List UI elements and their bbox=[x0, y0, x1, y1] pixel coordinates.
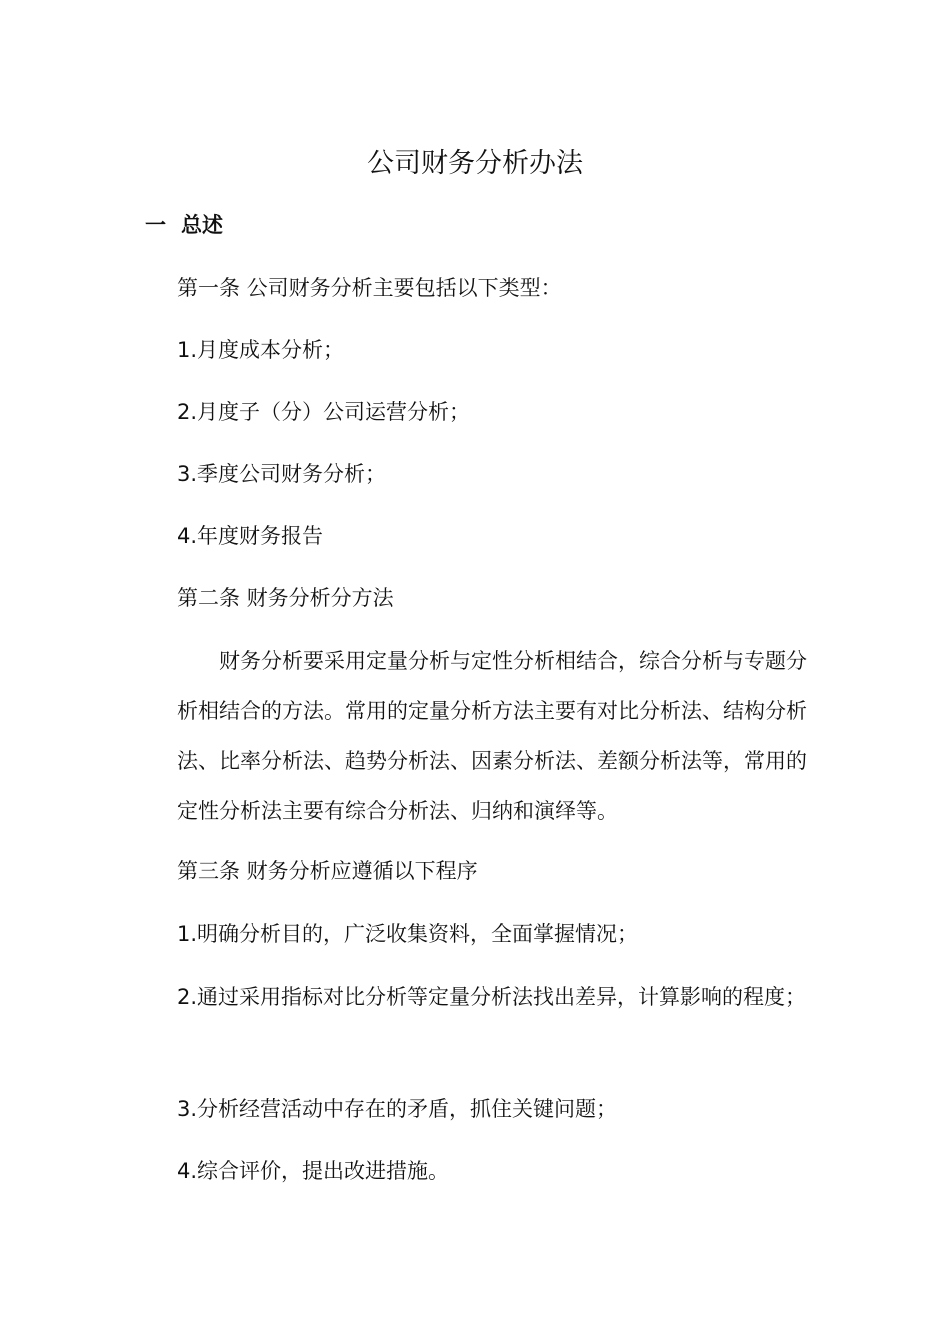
article-3-item-1: 1.明确分析目的，广泛收集资料，全面掌握情况； bbox=[177, 922, 639, 946]
article-3-item-2: 2.通过采用指标对比分析等定量分析法找出差异，计算影响的程度； bbox=[177, 985, 807, 1009]
document-title: 公司财务分析办法 bbox=[367, 148, 583, 179]
article-1-item-1: 1.月度成本分析； bbox=[177, 338, 345, 362]
article-3-heading: 第三条 财务分析应遵循以下程序 bbox=[177, 859, 478, 883]
section-title: 总述 bbox=[181, 213, 223, 237]
article-3-item-4: 4.综合评价，提出改进措施。 bbox=[177, 1159, 450, 1183]
article-2-paragraph: 财务分析要采用定量分析与定性分析相结合，综合分析与专题分析相结合的方法。常用的定量分析方法主要有对比分析法、结构分析法、比率分析法、趋势分析法、因素分析法、差额分析法等，常用的定性分析法主要有综合分析法、归纳和演绎等。 bbox=[177, 649, 807, 823]
article-3-item-3: 3.分析经营活动中存在的矛盾，抓住关键问题； bbox=[177, 1097, 618, 1121]
article-1-item-3: 3.季度公司财务分析； bbox=[177, 462, 387, 486]
section-number: 一 bbox=[145, 213, 166, 237]
article-2-heading: 第二条 财务分析分方法 bbox=[177, 586, 394, 610]
article-1-item-4: 4.年度财务报告 bbox=[177, 524, 324, 548]
article-1-heading: 第一条 公司财务分析主要包括以下类型： bbox=[177, 276, 562, 300]
section-heading bbox=[145, 210, 223, 240]
article-1-item-2: 2.月度子（分）公司运营分析； bbox=[177, 400, 471, 424]
